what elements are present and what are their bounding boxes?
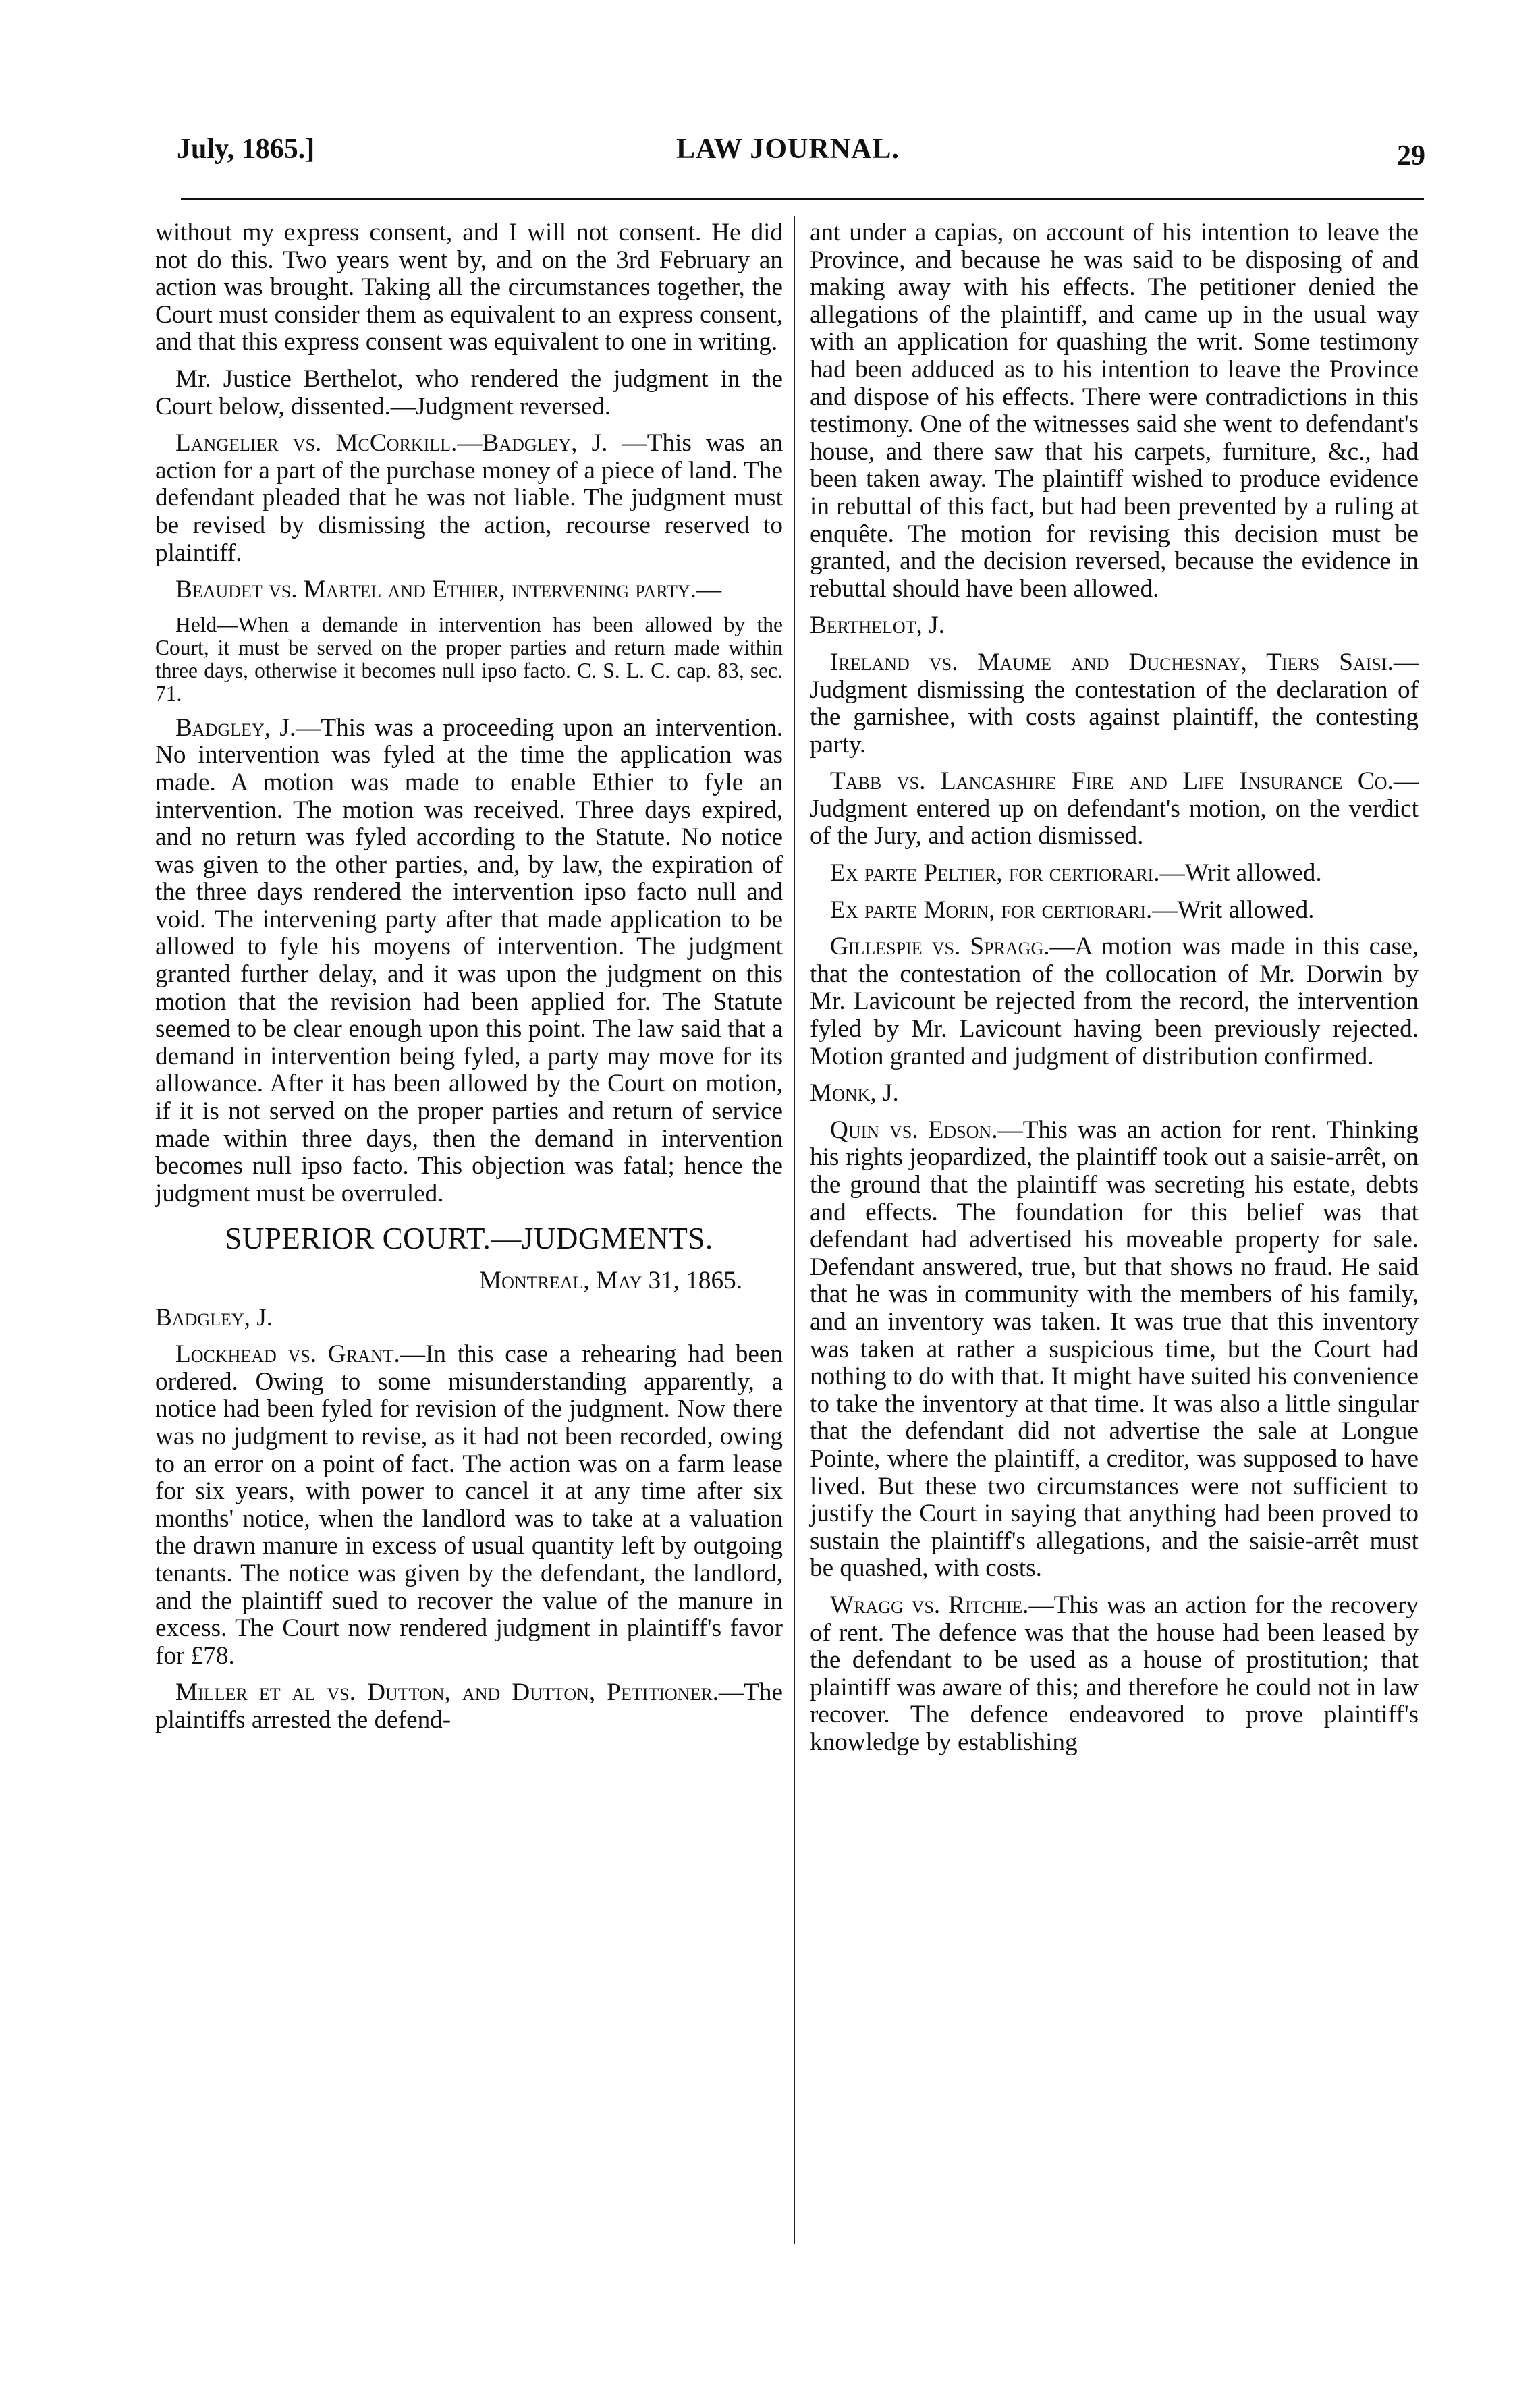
case-text: —Writ allowed. [1159, 859, 1322, 887]
header-date: July, 1865.] [177, 134, 315, 165]
case-parties: Ex parte Morin, for certiorari. [830, 896, 1153, 924]
case-entry [810, 1117, 1419, 1583]
case-text: —This was an action for a part of the purchase money of a piece of land. The defendant pleaded that he was not liable. The judgment must be revised by dismissing the action, recourse reserved to plaintiff. [155, 429, 783, 567]
case-parties: Lockhead vs. Grant. [175, 1340, 400, 1369]
judge-name: Berthelot, J. [810, 611, 945, 640]
case-parties: Langelier vs. McCorkill. [175, 429, 458, 458]
case-text: —A motion was made in this case, that the contestation of the collocation of Mr. Dorwin by Mr. Lavicount be rejected from the record, the intervention fyled by Mr. Lavicount having been previously rejected. Motion granted and judgment of distribution confirmed. [810, 933, 1419, 1070]
case-text: —This was a proceeding upon an intervention. No intervention was fyled at the time the application was made. A motion was made to enable Ethier to fyle an intervention. The motion was received. Three days expired, and no return was fyled according to the Statute. No notice was given to the other parties, and, by law, the expiration of the three days rendered the intervention ipso facto null and void. The intervening party after that made application to be allowed to fyle his moyens of intervention. The judgment granted further delay, and it was upon the judgment on this motion that the revision had been applied for. The Statute seemed to be clear enough upon this point. The law said that a demand in intervention being fyled, a party may move for its allowance. After it has been allowed by the Court on motion, if it is not served on the proper parties and return of service made within three days, then the demand in intervention becomes null ipso facto. This objection was fatal; hence the judgment must be overruled. [155, 713, 783, 1207]
case-parties: Gillespie vs. Spragg. [830, 933, 1050, 961]
case-text: —Judgment entered up on defendant's motion, on the verdict of the Jury, and action dismissed. [810, 767, 1419, 850]
headnote: Held—When a demande in intervention has been allowed by the Court, it must be served on the proper parties and return made within three days, otherwise it becomes null ipso facto. C. S. L. C. cap. 83, sec. 71. [155, 612, 783, 705]
case-entry [810, 1592, 1419, 1757]
running-header [177, 125, 1425, 172]
journal-title: LAW JOURNAL. [676, 134, 900, 165]
case-parties: Quin vs. Edson. [830, 1116, 998, 1144]
case-entry [810, 860, 1419, 887]
case-parties: Tabb vs. Lancashire Fire and Life Insurance Co. [830, 767, 1394, 796]
case-entry [155, 1341, 783, 1670]
case-text: —Judgment dismissing the contestation of the declaration of the garnishee, with costs against plaintiff, the contesting party. [810, 648, 1419, 759]
case-parties: Miller et al vs. Dutton, and Dutton, Petitioner. [175, 1678, 719, 1707]
case-entry [155, 715, 783, 1208]
right-column [810, 219, 1419, 1766]
case-text: —The plaintiffs arrested the defend- [155, 1678, 783, 1734]
case-parties: Ex parte Peltier, for certiorari. [830, 859, 1160, 887]
judge-name: Monk, J. [810, 1079, 899, 1107]
paragraph: without my express consent, and I will not consent. He did not do this. Two years went by, and on the 3rd February an action was brought. Taking all the circumstances together, the Court must consider them as equivalent to an express consent, and that this express consent was equivalent to one in writing. [155, 219, 783, 356]
judge-name: Badgley, J. [155, 1303, 273, 1332]
paragraph: ant under a capias, on account of his intention to leave the Province, and because he was said to be disposing of and making away with his effects. The petitioner denied the allegations of the plaintiff, and came up in the usual way with an application for quashing the writ. Some testimony had been adduced as to his intention to leave the Province and dispose of his effects. There were contradictions in this testimony. One of the witnesses said she went to defendant's house, and there saw that his carpets, furniture, &c., had been taken away. The plaintiff wished to produce evidence in rebuttal of this fact, but had been prevented by a ruling at enquête. The motion for revising this decision must be granted, and the decision reversed, because the evidence in rebuttal should have been allowed. [810, 219, 1419, 603]
case-entry [810, 649, 1419, 759]
case-judge: —Badgley, J. [457, 429, 608, 458]
paragraph: Mr. Justice Berthelot, who rendered the judgment in the Court below, dissented.—Judgment reversed. [155, 364, 783, 420]
case-parties: Beaudet vs. Martel and Ethier, intervening party.— [175, 576, 722, 604]
case-entry [155, 576, 783, 604]
case-entry [810, 768, 1419, 850]
case-entry [810, 933, 1419, 1070]
column-divider [794, 216, 795, 2244]
case-text: —This was an action for rent. Thinking his rights jeopardized, the plaintiff took out a saisie-arrêt, on the ground that the plaintiff was secreting his estate, debts and effects. The foundation for this belief was that defendant had advertised his moveable property for sale. Defendant answered, true, but that shows no fraud. He said that he was in community with the members of his family, and an inventory was taken. It was true that this inventory was taken at rather a suspicious time, but the Court had nothing to do with that. It might have suited his convenience to take the inventory at that time. It was also a little singular that the defendant did not advertise the sale at Longue Pointe, where the plaintiff, a creditor, was supposed to have lived. But these two circumstances were not sufficient to justify the Court in saying that anything had been proved to sustain the plaintiff's allegations, and the saisie-arrêt must be quashed, with costs. [810, 1116, 1419, 1583]
page-number: 29 [1397, 140, 1425, 171]
case-entry [155, 430, 783, 567]
case-parties: Ireland vs. Maume and Duchesnay, Tiers Saisi. [830, 648, 1394, 676]
case-text: —This was an action for the recovery of rent. The defence was that the house had been leased by the defendant to be used as a house of prostitution; that plaintiff was aware of this; and therefore he could not in law recover. The defence endeavored to prove plaintiff's knowledge by establishing [810, 1591, 1419, 1756]
case-entry [810, 897, 1419, 925]
section-heading: SUPERIOR COURT.—JUDGMENTS. [225, 1222, 713, 1256]
case-text: —In this case a rehearing had been ordered. Owing to some misunderstanding apparently, a notice had been fyled for revision of the judgment. Now there was no judgment to revise, as it had not been recorded, owing to an error on a point of fact. The action was on a farm lease for six years, with power to cancel it at any time after six months' notice, when the landlord was to take at a valuation the drawn manure in excess of usual quantity left by outgoing tenants. The notice was given by the defendant, the landlord, and the plaintiff sued to recover the value of the manure in excess. The Court now rendered judgment in plaintiff's favor for £78. [155, 1340, 783, 1670]
case-text: —Writ allowed. [1152, 896, 1315, 924]
case-judge: Badgley, J. [175, 713, 296, 742]
dateline: Montreal, May 31, 1865. [479, 1267, 742, 1294]
header-rule [181, 198, 1424, 200]
left-column [155, 219, 783, 1744]
case-parties: Wragg vs. Ritchie. [830, 1591, 1029, 1619]
case-entry [155, 1679, 783, 1734]
